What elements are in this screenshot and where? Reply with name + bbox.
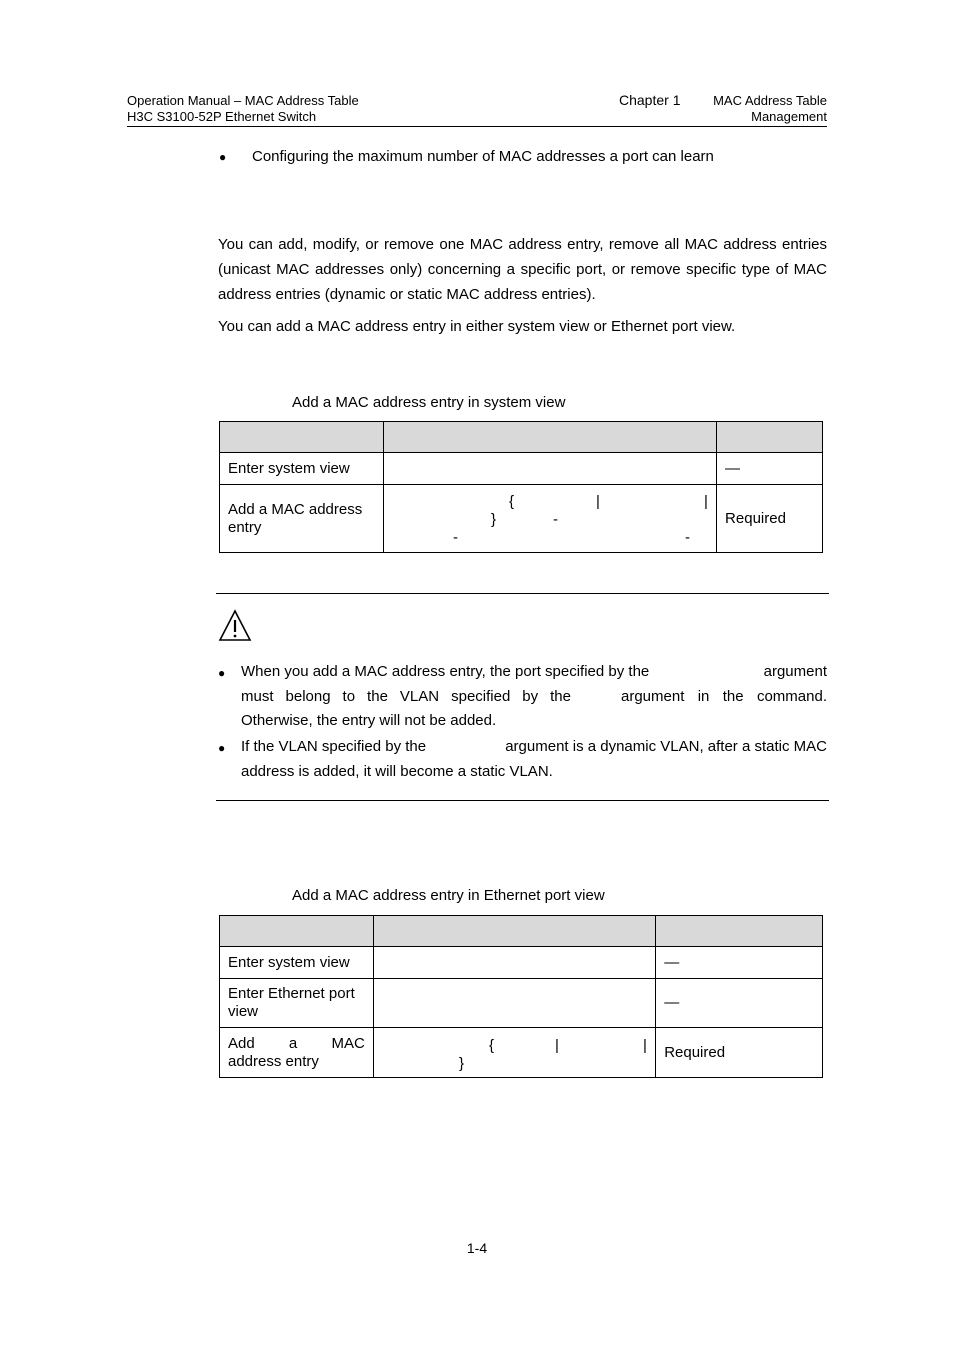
syntax-dash: - xyxy=(453,529,458,546)
table1-command-cell xyxy=(383,485,716,553)
syntax-brace-close: } xyxy=(459,1055,465,1072)
table2-header-cell xyxy=(220,916,374,947)
table1-header-cell xyxy=(220,422,384,453)
table2-command-cell xyxy=(373,979,655,1028)
syntax-pipe: | xyxy=(555,1037,559,1054)
header-product-name: H3C S3100-52P Ethernet Switch xyxy=(127,109,317,124)
table-row xyxy=(220,1028,823,1078)
syntax-pipe: | xyxy=(704,493,708,510)
caution-bullet2-text: argument is a dynamic VLAN, after a static MAC xyxy=(505,738,827,755)
table2-operation-cell: Enter Ethernet port view xyxy=(220,979,374,1028)
caution-bullet1-text: argument xyxy=(763,663,827,680)
syntax-brace-open: { xyxy=(509,493,515,510)
table2-operation-cell: Enter system view xyxy=(220,947,374,979)
table2-remarks-cell: Required xyxy=(656,1028,823,1078)
table1 xyxy=(219,421,823,553)
table2-command-cell xyxy=(373,947,655,979)
table-row xyxy=(220,947,823,979)
table2-remarks-cell: — xyxy=(656,979,823,1028)
table-row xyxy=(220,485,823,553)
table2-header-cell xyxy=(656,916,823,947)
syntax-dash: - xyxy=(685,529,690,546)
table1-header-row xyxy=(220,422,823,453)
page-number: 1-4 xyxy=(466,1240,488,1256)
syntax-brace-open: { xyxy=(489,1037,495,1054)
table2-caption: Add a MAC address entry in Ethernet port view xyxy=(292,887,605,904)
table1-caption: Add a MAC address entry in system view xyxy=(292,394,566,411)
caution-bullet1-text: argument in the command. xyxy=(621,688,827,705)
table1-operation-cell: Enter system view xyxy=(220,453,384,485)
table2-operation-cell: Add a MAC address entry xyxy=(220,1028,374,1078)
table2-command-cell xyxy=(373,1028,655,1078)
syntax-pipe: | xyxy=(643,1037,647,1054)
table2-remarks-cell: — xyxy=(656,947,823,979)
bullet-dot: ● xyxy=(218,741,226,755)
paragraph-views: You can add a MAC address entry in either system view or Ethernet port view. xyxy=(218,318,736,335)
bullet-dot: ● xyxy=(218,666,226,680)
table2-header-row xyxy=(220,916,823,947)
header-rule xyxy=(127,126,827,127)
table1-operation-cell: Add a MAC address entry xyxy=(220,485,384,553)
table1-header-cell xyxy=(383,422,716,453)
paragraph-intro: You can add, modify, or remove one MAC address entry, remove all MAC address entries (unicast MAC addresses only) concerning a specific port, or remove specific type of MAC address entries (dynamic or static MAC address entries). xyxy=(218,236,827,303)
header-chapter-label: Chapter 1 xyxy=(619,92,681,108)
caution-bullet1-text: must belong to the VLAN specified by the xyxy=(241,688,571,705)
caution-bullet2-text: If the VLAN specified by the xyxy=(241,738,427,755)
bullet-text-max-mac: Configuring the maximum number of MAC addresses a port can learn xyxy=(252,148,714,165)
bullet-dot: ● xyxy=(219,150,227,164)
table1-command-cell xyxy=(383,453,716,485)
warning-triangle-icon xyxy=(218,609,252,642)
caution-bullet2-text: address is added, it will become a static VLAN. xyxy=(241,763,553,780)
syntax-dash: - xyxy=(553,511,558,528)
syntax-pipe: | xyxy=(596,493,600,510)
table1-remarks-cell: Required xyxy=(717,485,823,553)
table-row xyxy=(220,453,823,485)
caution-top-rule xyxy=(216,593,829,594)
caution-bottom-rule xyxy=(216,800,829,801)
header-chapter-title-2: Management xyxy=(751,109,827,124)
caution-bullet1-text: Otherwise, the entry will not be added. xyxy=(241,712,497,729)
table2 xyxy=(219,915,823,1078)
table1-header-cell xyxy=(717,422,823,453)
header-chapter-title-1: MAC Address Table xyxy=(713,93,827,108)
table2-header-cell xyxy=(373,916,655,947)
caution-bullet1-text: When you add a MAC address entry, the port specified by the xyxy=(241,663,650,680)
header-manual-title: Operation Manual – MAC Address Table xyxy=(127,93,359,108)
table-row xyxy=(220,979,823,1028)
table1-remarks-cell: — xyxy=(717,453,823,485)
syntax-brace-close: } xyxy=(491,511,497,528)
